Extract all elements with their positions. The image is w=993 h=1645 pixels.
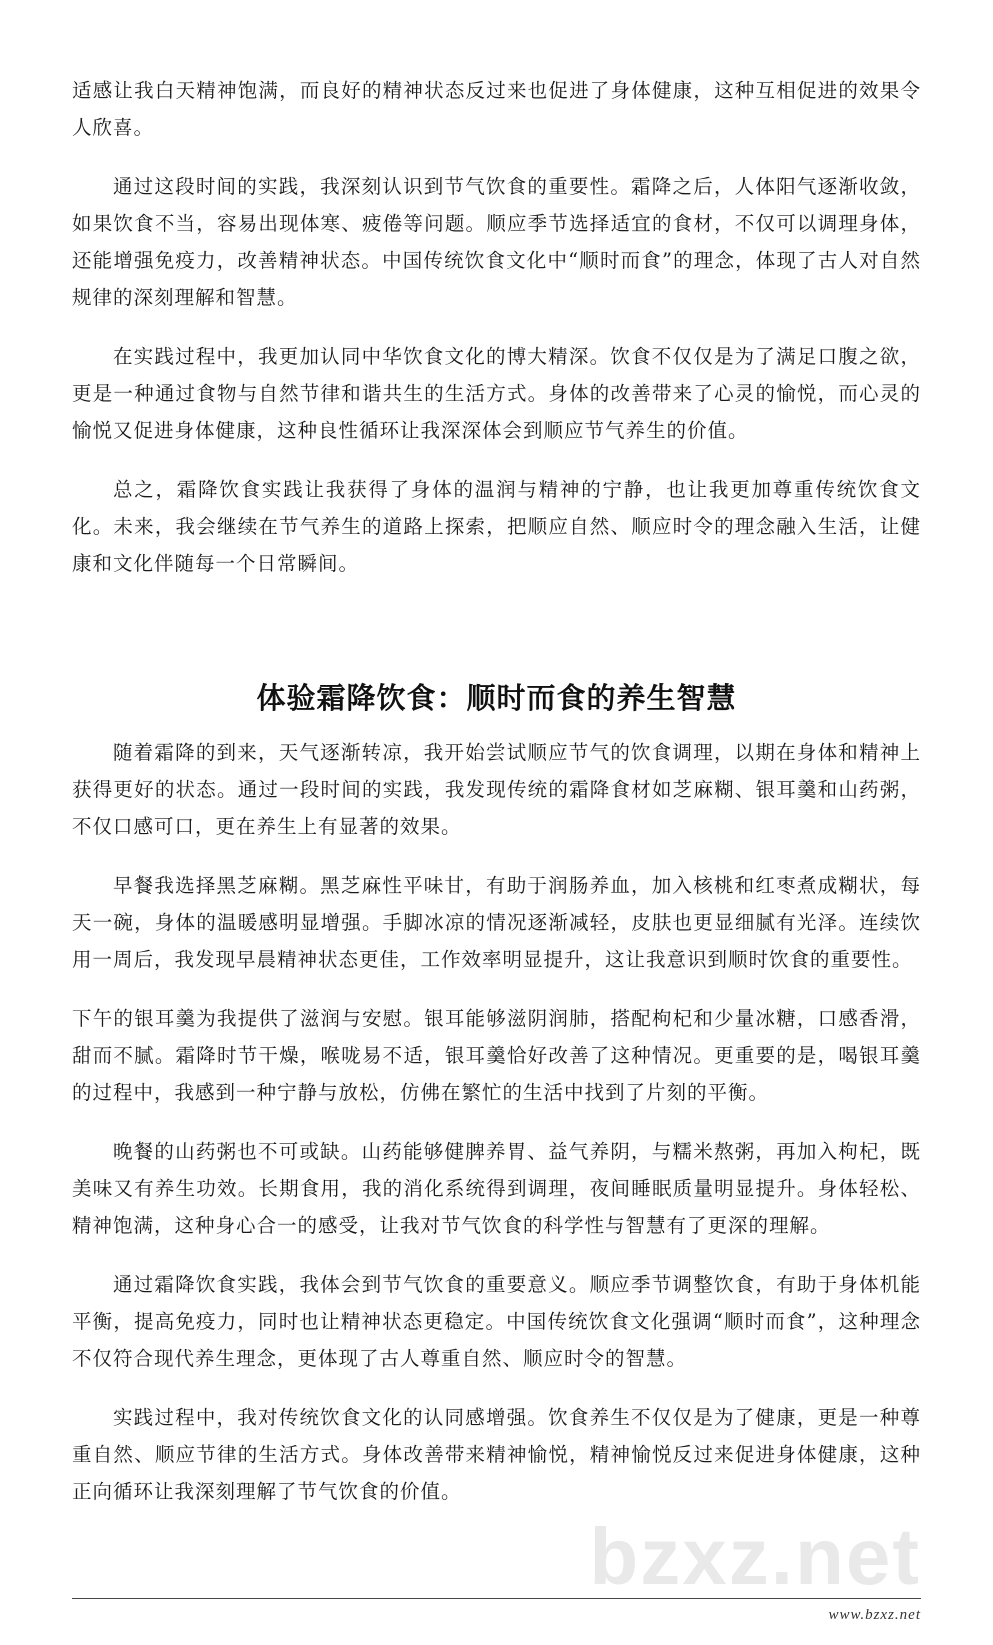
paragraph: 实践过程中，我对传统饮食文化的认同感增强。饮食养生不仅仅是为了健康，更是一种尊重自然、顺应节律的生活方式。身体改善带来精神愉悦，精神愉悦反过来促进身体健康，这种正向循环让我深刻理解了节气饮食的价值。 — [72, 1406, 921, 1503]
footer-divider — [72, 1598, 921, 1599]
watermark: bzxz.net — [589, 1512, 921, 1601]
paragraph: 总之，霜降饮食实践让我获得了身体的温润与精神的宁静，也让我更加尊重传统饮食文化。未来，我会继续在节气养生的道路上探索，把顺应自然、顺应时令的理念融入生活，让健康和文化伴随每一个日常瞬间。 — [72, 478, 921, 575]
paragraph: 通过这段时间的实践，我深刻认识到节气饮食的重要性。霜降之后，人体阳气逐渐收敛，如果饮食不当，容易出现体寒、疲倦等问题。顺应季节选择适宜的食材，不仅可以调理身体，还能增强免疫力，改善精神状态。中国传统饮食文化中“顺时而食”的理念，体现了古人对自然规律的深刻理解和智慧。 — [72, 175, 921, 309]
paragraph: 早餐我选择黑芝麻糊。黑芝麻性平味甘，有助于润肠养血，加入核桃和红枣煮成糊状，每天一碗，身体的温暖感明显增强。手脚冰凉的情况逐渐减轻，皮肤也更显细腻有光泽。连续饮用一周后，我发现早晨精神状态更佳，工作效率明显提升，这让我意识到顺时饮食的重要性。 — [72, 874, 921, 971]
section-title: 体验霜降饮食：顺时而食的养生智慧 — [256, 681, 737, 715]
paragraph: 通过霜降饮食实践，我体会到节气饮食的重要意义。顺应季节调整饮食，有助于身体机能平衡，提高免疫力，同时也让精神状态更稳定。中国传统饮食文化强调“顺时而食”，这种理念不仅符合现代养生理念，更体现了古人尊重自然、顺应时令的智慧。 — [72, 1273, 921, 1370]
footer-url: www.bzxz.net — [828, 1607, 921, 1623]
paragraph: 下午的银耳羹为我提供了滋润与安慰。银耳能够滋阴润肺，搭配枸杞和少量冰糖，口感香滑，甜而不腻。霜降时节干燥，喉咙易不适，银耳羹恰好改善了这种情况。更重要的是，喝银耳羹的过程中，我感到一种宁静与放松，仿佛在繁忙的生活中找到了片刻的平衡。 — [72, 1007, 921, 1104]
paragraph: 晚餐的山药粥也不可或缺。山药能够健脾养胃、益气养阴，与糯米熬粥，再加入枸杞，既美味又有养生功效。长期食用，我的消化系统得到调理，夜间睡眠质量明显提升。身体轻松、精神饱满，这种身心合一的感受，让我对节气饮食的科学性与智慧有了更深的理解。 — [72, 1140, 921, 1237]
paragraph: 在实践过程中，我更加认同中华饮食文化的博大精深。饮食不仅仅是为了满足口腹之欲，更是一种通过食物与自然节律和谐共生的生活方式。身体的改善带来了心灵的愉悦，而心灵的愉悦又促进身体健康，这种良性循环让我深深体会到顺应节气养生的价值。 — [72, 345, 921, 442]
watermark-row — [72, 1512, 921, 1601]
paragraph: 随着霜降的到来，天气逐渐转凉，我开始尝试顺应节气的饮食调理，以期在身体和精神上获得更好的状态。通过一段时间的实践，我发现传统的霜降食材如芝麻糊、银耳羹和山药粥，不仅口感可口，更在养生上有显著的效果。 — [72, 741, 921, 838]
paragraph: 适感让我白天精神饱满，而良好的精神状态反过来也促进了身体健康，这种互相促进的效果令人欣喜。 — [72, 79, 921, 139]
